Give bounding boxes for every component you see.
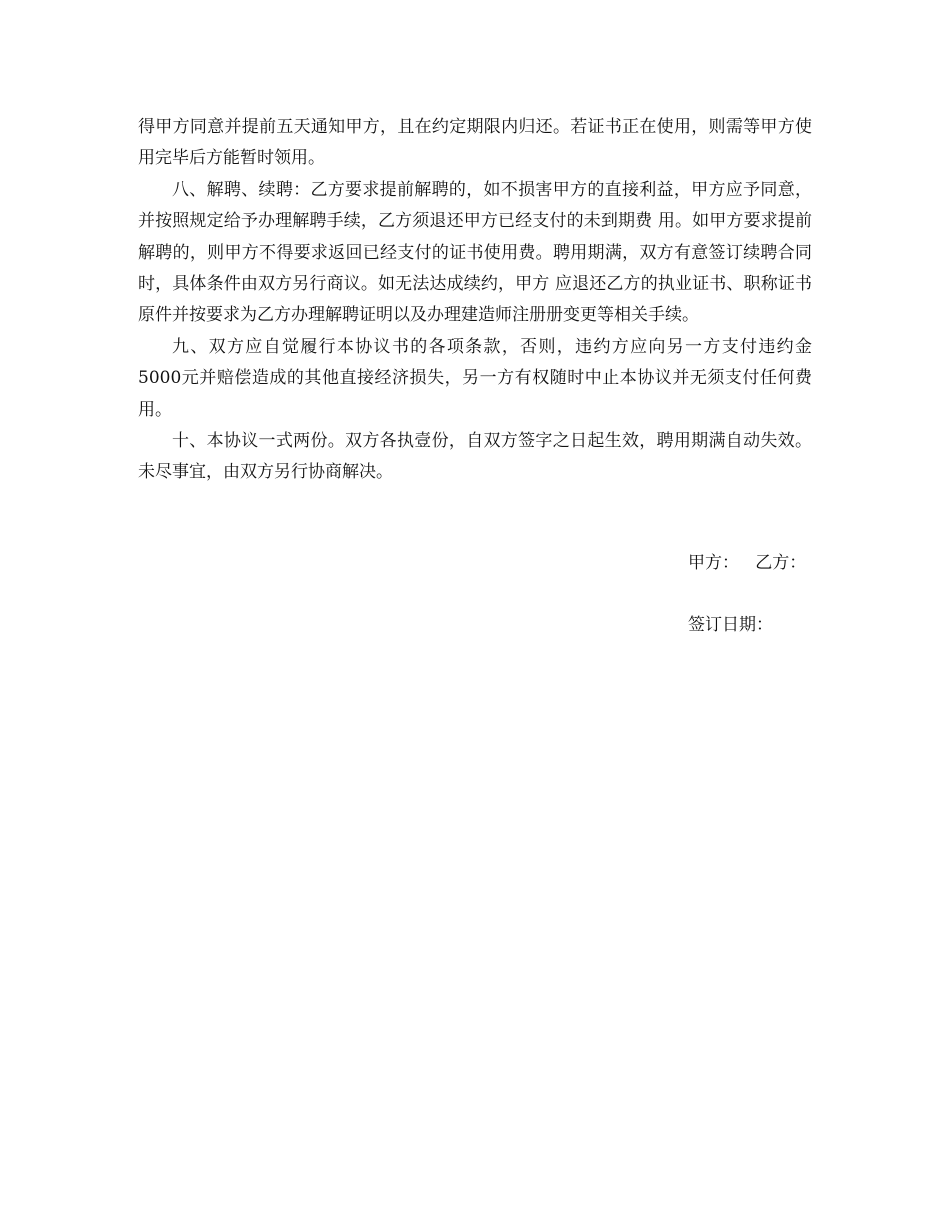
party-a-label: 甲方： bbox=[688, 553, 739, 573]
signature-parties bbox=[688, 548, 806, 579]
clause-10-copies: 十、本协议一式两份。双方各执壹份，自双方签字之日起生效，聘用期满自动失效。未尽事宜，由双方另行协商解决。 bbox=[138, 431, 812, 483]
paragraph-continuation: 得甲方同意并提前五天通知甲方，且在约定期限内归还。若证书正在使用，则需等甲方使用完毕后方能暂时领用。 bbox=[138, 117, 812, 169]
clause-8-dismissal-renewal: 八、解聘、续聘：乙方要求提前解聘的，如不损害甲方的直接利益，甲方应予同意，并按照规定给予办理解聘手续，乙方须退还甲方已经支付的未到期费 用。如甲方要求提前解聘的，则甲方不得要求返回已经支付的证书使用费。聘用期满，双方有意签订续聘合同时，具体条件由双方另行商议。如无法达成续约，甲方 应退还乙方的执业证书、职称证书原件并按要求为乙方办理解聘证明以及办理建造师注册册变更等相关手续。 bbox=[138, 179, 812, 326]
document-body bbox=[138, 112, 812, 489]
sign-date-label: 签订日期： bbox=[688, 615, 773, 635]
clause-9-breach: 九、双方应自觉履行本协议书的各项条款，否则，违约方应向另一方支付违约金 5000元并赔偿造成的其他直接经济损失，另一方有权随时中止本协议并无须支付任何费用。 bbox=[138, 336, 812, 420]
signature-date bbox=[688, 610, 773, 641]
party-b-label: 乙方： bbox=[755, 553, 807, 573]
